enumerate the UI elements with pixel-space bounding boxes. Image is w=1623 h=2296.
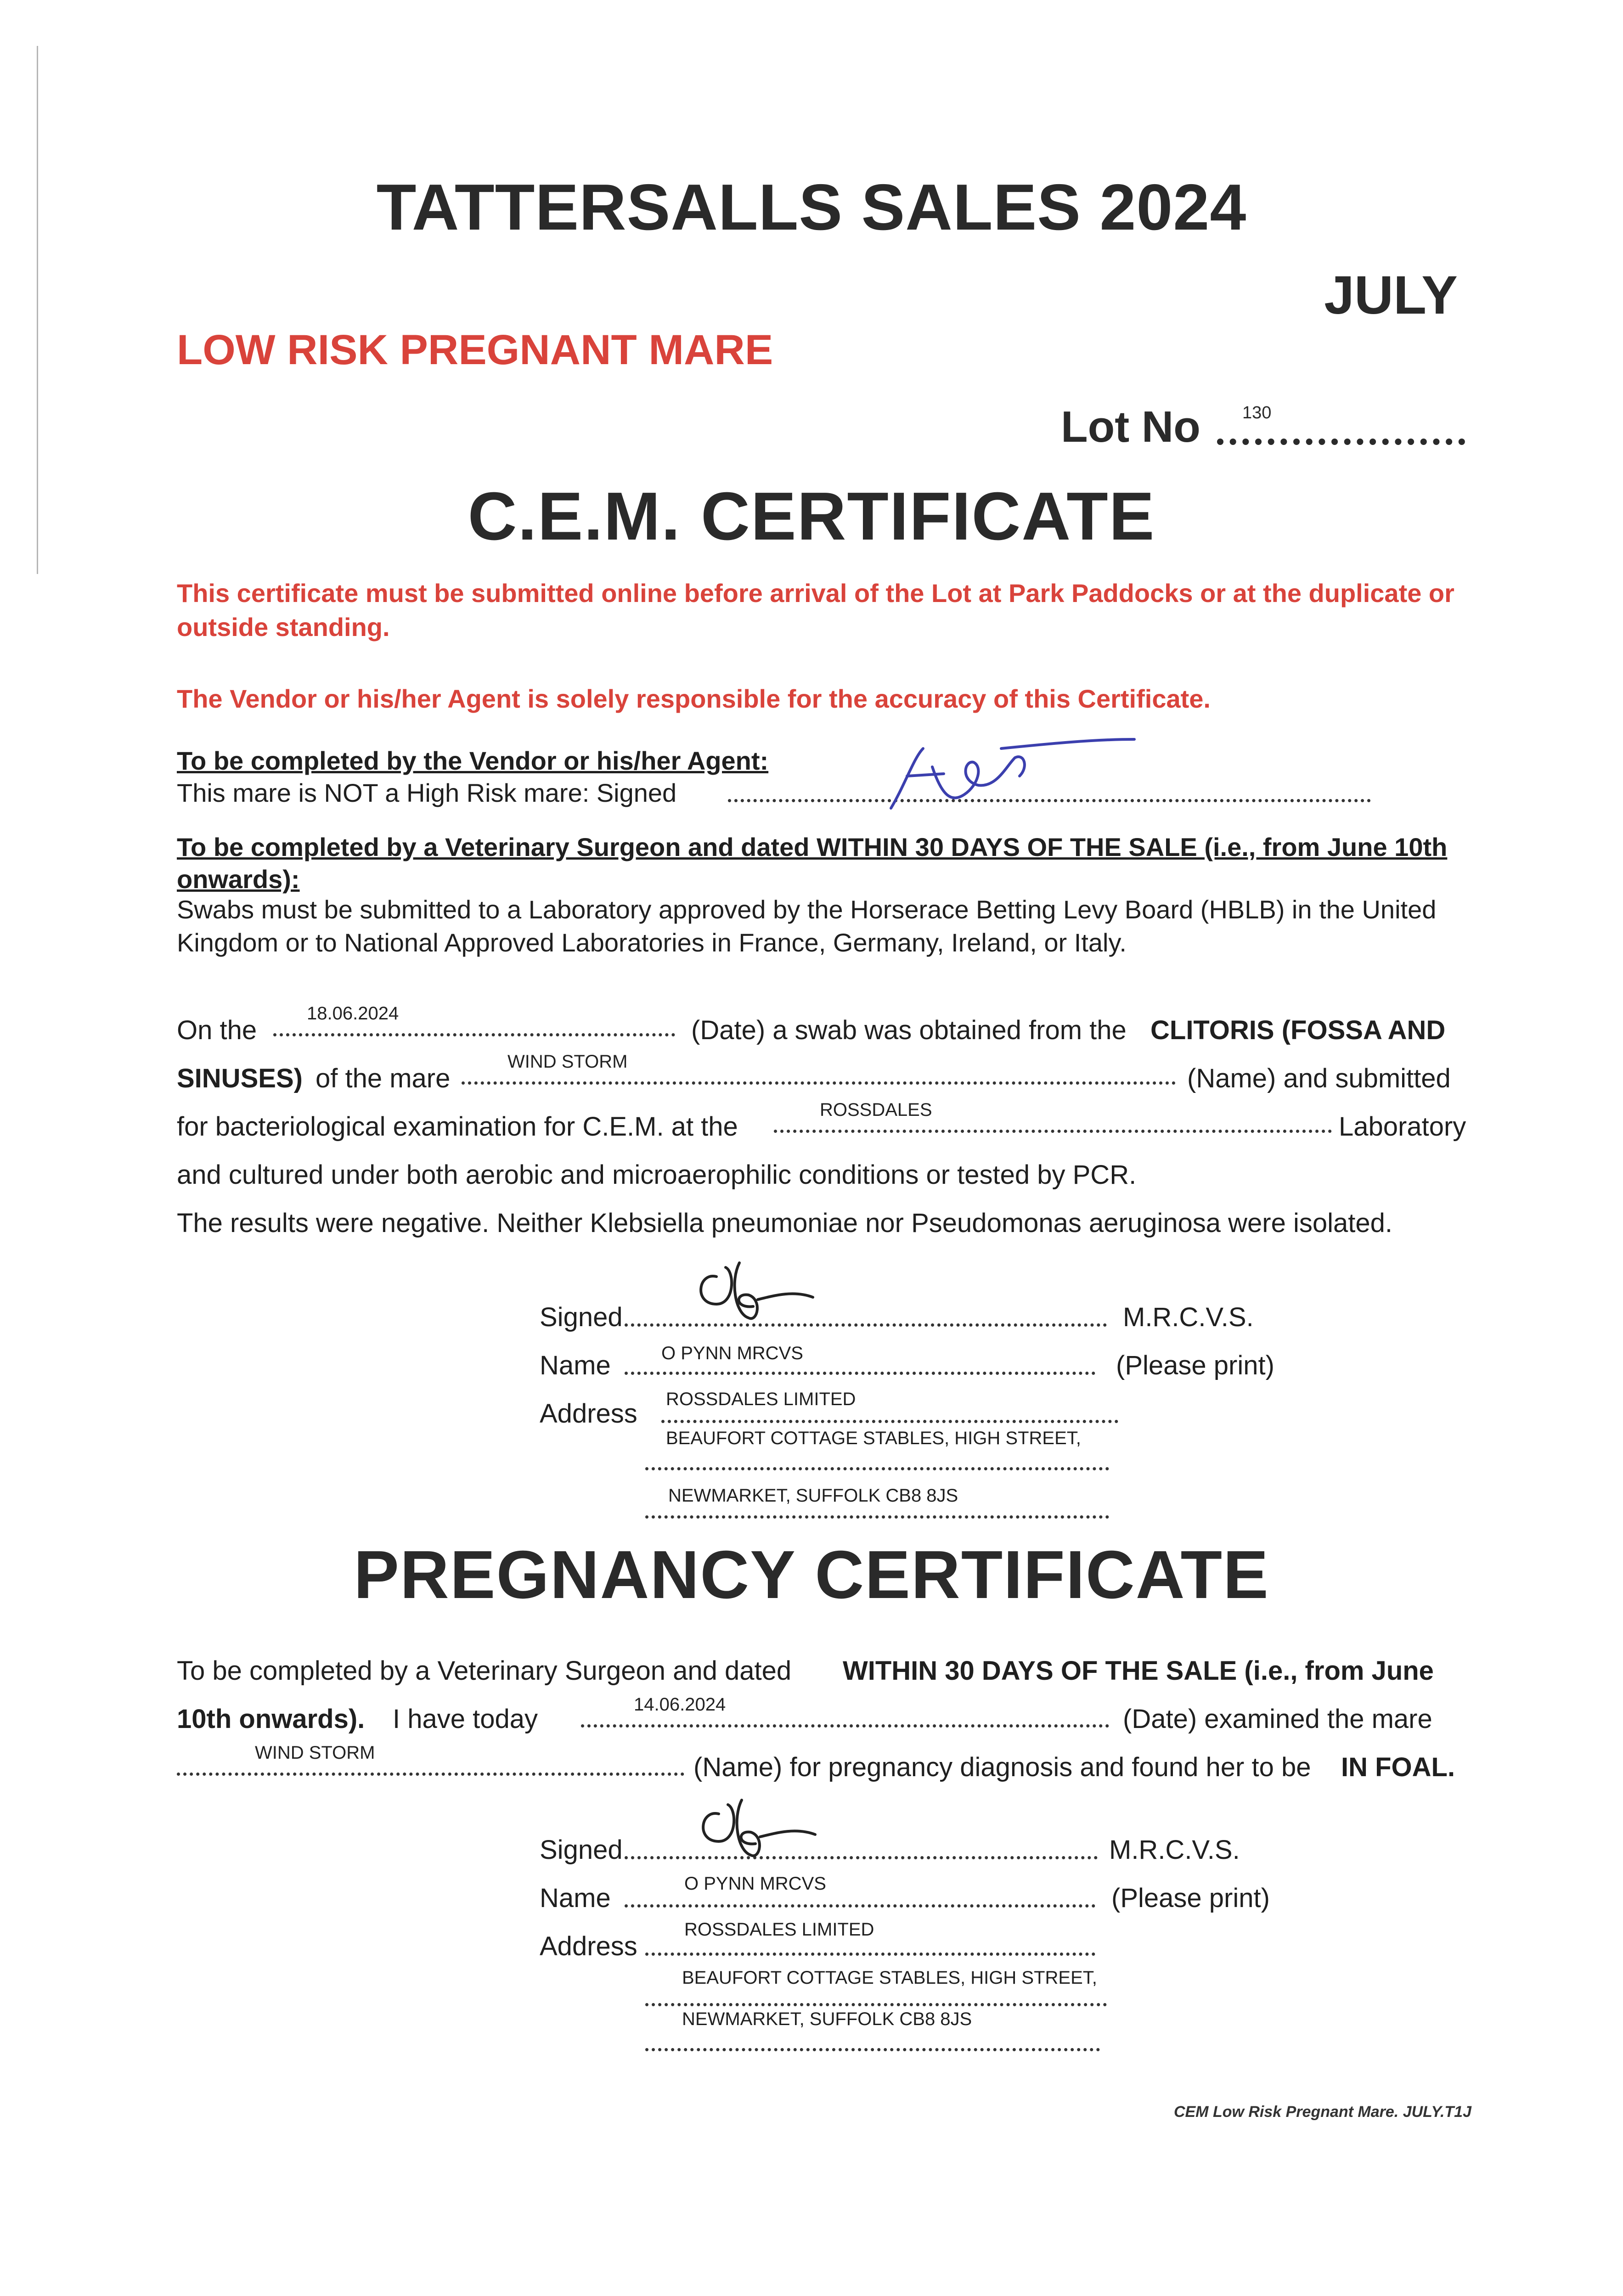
preg-deadline-cont: 10th onwards). <box>177 1704 365 1734</box>
preg-address-line-3 <box>645 2030 1100 2051</box>
sale-month: JULY <box>1324 265 1458 326</box>
preg-intro: To be completed by a Veterinary Surgeon and dated <box>177 1656 792 1686</box>
preg-address-label: Address <box>540 1931 637 1961</box>
preg-deadline: WITHIN 30 DAYS OF THE SALE (i.e., from June <box>843 1656 1434 1686</box>
laboratory-name: ROSSDALES <box>820 1100 932 1120</box>
form-reference: CEM Low Risk Pregnant Mare. JULY.T1J <box>1173 2103 1471 2121</box>
cem-please-print: (Please print) <box>1116 1351 1274 1380</box>
cem-address-3: NEWMARKET, SUFFOLK CB8 8JS <box>668 1486 958 1506</box>
preg-please-print: (Please print) <box>1111 1883 1270 1913</box>
preg-result: IN FOAL. <box>1341 1752 1455 1782</box>
preg-mare-name: WIND STORM <box>255 1743 375 1763</box>
preg-mrcvs-label: M.R.C.V.S. <box>1109 1835 1240 1865</box>
preg-date-suffix: (Date) examined the mare <box>1123 1704 1432 1734</box>
swab-date: 18.06.2024 <box>307 1003 399 1024</box>
swab-date-suffix: (Date) a swab was obtained from the <box>691 1015 1127 1045</box>
cem-address-label: Address <box>540 1399 637 1429</box>
vendor-declaration: This mare is NOT a High Risk mare: Signed <box>177 778 677 807</box>
cem-signed-label: Signed <box>540 1302 623 1332</box>
cem-certificate-title: C.E.M. CERTIFICATE <box>468 478 1155 554</box>
mare-suffix: (Name) and submitted <box>1187 1064 1451 1093</box>
vendor-signature <box>863 730 1139 817</box>
preg-exam-date: 14.06.2024 <box>634 1694 726 1715</box>
cem-name-label: Name <box>540 1351 611 1380</box>
cem-address-line-3 <box>645 1497 1109 1519</box>
sales-title: TATTERSALLS SALES 2024 <box>376 171 1247 244</box>
cem-vet-name: O PYNN MRCVS <box>661 1343 803 1363</box>
cem-mrcvs-label: M.R.C.V.S. <box>1123 1302 1254 1332</box>
culture-statement: and cultured under both aerobic and microaerophilic conditions or tested by PCR. <box>177 1160 1137 1190</box>
cem-address-line-2 <box>645 1449 1109 1470</box>
preg-vet-signature <box>691 1791 820 1864</box>
laboratory-requirement: Swabs must be submitted to a Laboratory approved by the Horserace Betting Levy Board (HBLB) in the United Kingdom or to National Approved Laboratories in France, Germany, Ireland, or Italy. <box>177 895 1437 957</box>
lab-suffix: Laboratory <box>1339 1112 1466 1142</box>
preg-address-2: BEAUFORT COTTAGE STABLES, HIGH STREET, <box>682 1968 1097 1988</box>
lot-label: Lot No <box>1061 402 1200 451</box>
preg-vet-name: O PYNN MRCVS <box>684 1874 826 1894</box>
preg-address-3: NEWMARKET, SUFFOLK CB8 8JS <box>682 2009 972 2029</box>
swab-site-cont: SINUSES) <box>177 1064 303 1093</box>
preg-address-line-2 <box>645 1985 1107 2006</box>
mare-prefix: of the mare <box>316 1064 451 1093</box>
lab-prefix: for bacteriological examination for C.E.M. at the <box>177 1112 738 1142</box>
swab-site: CLITORIS (FOSSA AND <box>1150 1015 1446 1045</box>
preg-today-label: I have today <box>393 1704 538 1734</box>
results-statement: The results were negative. Neither Klebsiella pneumoniae nor Pseudomonas aeruginosa were isolated. <box>177 1208 1392 1238</box>
responsibility-notice: The Vendor or his/her Agent is solely responsible for the accuracy of this Certificate. <box>177 684 1211 713</box>
pregnancy-certificate-title: PREGNANCY CERTIFICATE <box>354 1537 1269 1613</box>
swab-date-prefix: On the <box>177 1015 257 1045</box>
lot-number: 130 <box>1242 403 1272 422</box>
preg-diagnosis-text: (Name) for pregnancy diagnosis and found her to be <box>693 1752 1311 1782</box>
cem-vet-signature <box>689 1254 817 1327</box>
submission-notice: This certificate must be submitted online before arrival of the Lot at Park Paddocks or at the duplicate or outside standing. <box>177 579 1454 642</box>
risk-label: LOW RISK PREGNANT MARE <box>177 326 773 373</box>
preg-address-1: ROSSDALES LIMITED <box>684 1919 874 1940</box>
preg-name-label: Name <box>540 1883 611 1913</box>
preg-signed-label: Signed <box>540 1835 623 1865</box>
mare-name: WIND STORM <box>507 1052 628 1072</box>
preg-mare-line <box>177 1754 684 1776</box>
vet-heading: To be completed by a Veterinary Surgeon and dated WITHIN 30 DAYS OF THE SALE (i.e., from June 10th onwards): <box>177 833 1448 894</box>
cem-address-1: ROSSDALES LIMITED <box>666 1389 856 1409</box>
vendor-heading: To be completed by the Vendor or his/her Agent: <box>177 746 769 775</box>
cem-address-2: BEAUFORT COTTAGE STABLES, HIGH STREET, <box>666 1428 1081 1448</box>
